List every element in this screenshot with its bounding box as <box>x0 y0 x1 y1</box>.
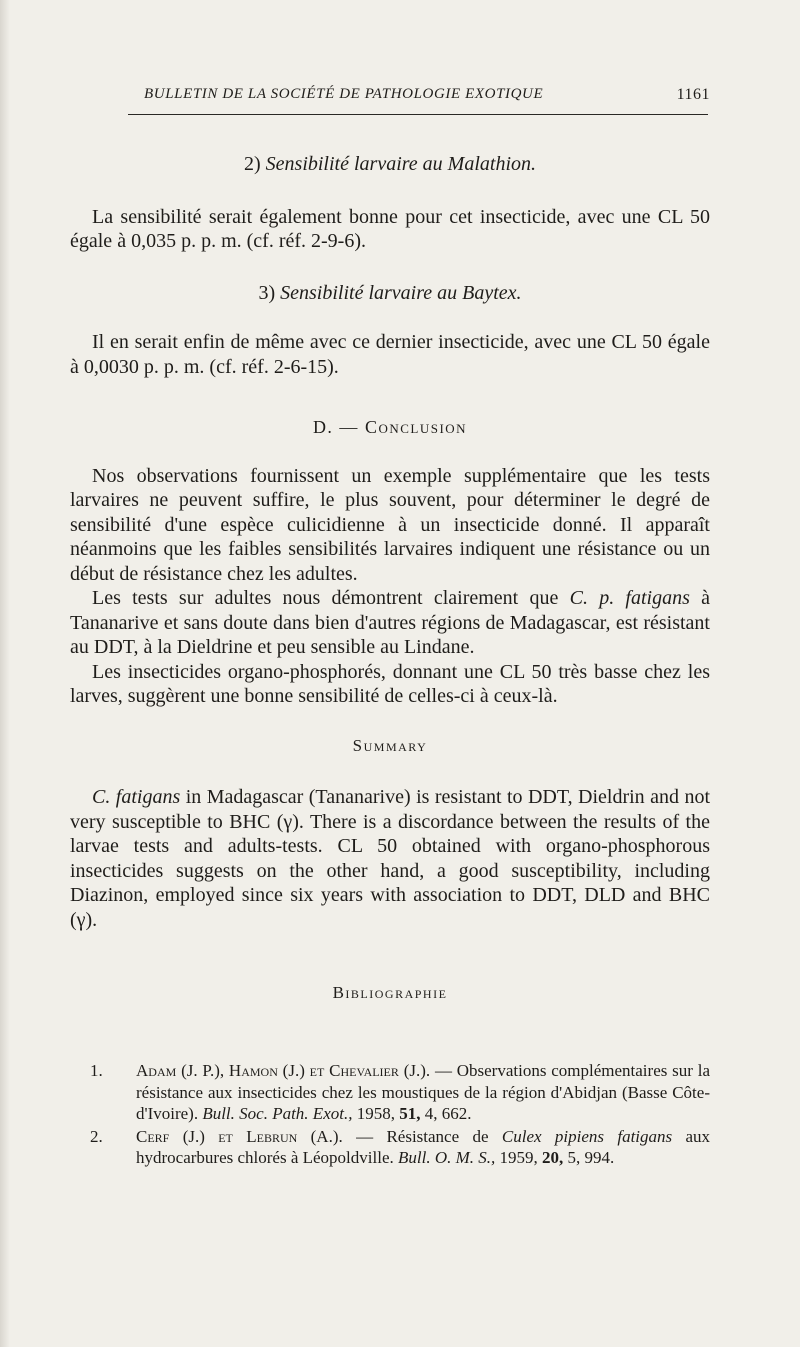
baytex-paragraph: Il en serait enfin de même avec ce dernier insecticide, avec une CL 50 égale à 0,0030 p. p. m. (cf. réf. 2-6-15). <box>70 331 710 378</box>
conclusion-heading: D. — Conclusion <box>312 417 468 437</box>
malathion-heading: 2) Sensibilité larvaire au Malathion. <box>243 153 536 175</box>
conclusion-paragraph-3: Les insecticides organo-phosphorés, donnant une CL 50 très basse chez les larves, suggèrent une bonne sensibilité de celles-ci à ceux-là. <box>70 660 710 707</box>
page-number: 1161 <box>676 86 710 103</box>
bibliography-heading: Bibliographie <box>332 983 448 1002</box>
summary-paragraph: C. fatigans in Madagascar (Tananarive) is resistant to DDT, Dieldrin and not very susceptible to BHC (γ). There is a discordance between the results of the larvae tests and adults-tests. CL 50 obtained with organo-phosphorous insecticides suggests on the other hand, a good susceptibility, including Diazinon, employed since six years with association to DDT, DLD and BHC (γ). <box>70 786 711 931</box>
reference-item: 2. Cerf (J.) et Lebrun (A.). — Résistance de Culex pipiens fatigans aux hydrocarbures chlorés à Léopoldville. Bull. O. M. S., 1959, 20, 5, 994. <box>90 1126 711 1167</box>
article-body <box>70 146 710 1006</box>
malathion-paragraph: La sensibilité serait également bonne pour cet insecticide, avec une CL 50 égale à 0,035 p. p. m. (cf. réf. 2-9-6). <box>70 205 710 252</box>
baytex-heading: 3) Sensibilité larvaire au Baytex. <box>258 281 522 304</box>
header-rule <box>128 114 708 115</box>
page-spine-shadow <box>0 0 10 1347</box>
running-header <box>128 86 710 108</box>
reference-list <box>70 1060 710 1170</box>
summary-heading: Summary <box>352 735 428 755</box>
conclusion-paragraph-1: Nos observations fournissent un exemple supplémentaire que les tests larvaires ne peuvent suffire, le plus souvent, pour déterminer le degré de sensibilité d'une espèce culicidienne à un insecticide donné. Il apparaît néanmoins que les faibles sensibilités larvaires indiquent une résistance ou un début de résistance chez les adultes. <box>70 464 710 585</box>
reference-item: 1. Adam (J. P.), Hamon (J.) et Chevalier (J.). — Observations complémentaires sur la résistance aux insecticides chez les moustiques de la région d'Abidjan (Basse Côte-d'Ivoire). Bull. Soc. Path. Exot., 1958, 51, 4, 662. <box>90 1061 710 1123</box>
conclusion-paragraph-2: Les tests sur adultes nous démontrent clairement que C. p. fatigans à Tananarive et sans doute dans bien d'autres régions de Madagascar, est résistant au DDT, à la Dieldrine et peu sensible au Lindane. <box>70 587 711 658</box>
journal-title: BULLETIN DE LA SOCIÉTÉ DE PATHOLOGIE EXOTIQUE <box>144 86 544 102</box>
